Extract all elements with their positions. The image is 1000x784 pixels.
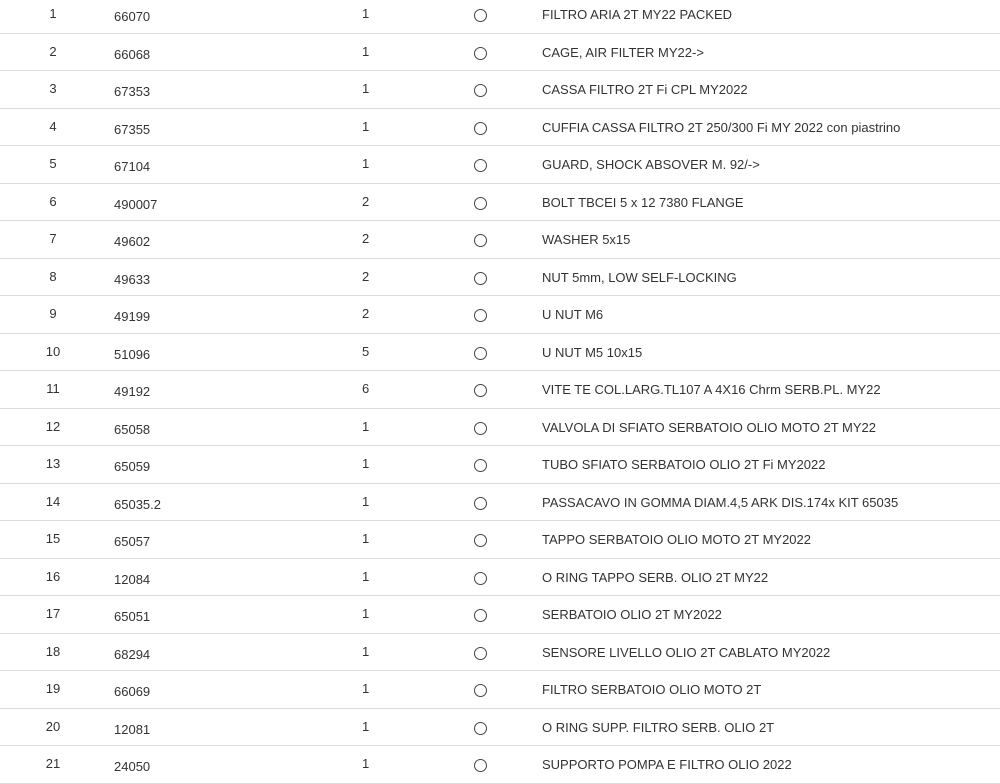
part-description: TAPPO SERBATOIO OLIO MOTO 2T MY2022	[542, 532, 811, 547]
quantity: 1	[362, 606, 370, 621]
part-code: 49602	[114, 234, 151, 249]
select-radio[interactable]	[474, 9, 487, 22]
select-radio[interactable]	[474, 159, 487, 172]
table-row	[0, 296, 1000, 334]
part-description: FILTRO SERBATOIO OLIO MOTO 2T	[542, 682, 762, 697]
part-code: 67104	[114, 159, 151, 174]
quantity: 1	[362, 756, 370, 771]
quantity: 1	[362, 418, 370, 434]
table-row	[0, 0, 1000, 34]
part-code: 67355	[114, 121, 151, 137]
position-number: 12	[45, 418, 61, 434]
part-code: 65059	[114, 459, 151, 474]
quantity: 1	[362, 643, 370, 659]
part-description: VITE TE COL.LARG.TL107 A 4X16 Chrm SERB.PL. MY22	[542, 382, 881, 397]
part-description: VALVOLA DI SFIATO SERBATOIO OLIO MOTO 2T MY22	[542, 419, 877, 435]
table-row	[0, 221, 1000, 259]
position-number: 9	[49, 306, 57, 321]
part-description: BOLT TBCEI 5 x 12 7380 FLANGE	[542, 194, 744, 210]
position-number: 13	[45, 456, 61, 471]
table-row	[0, 34, 1000, 72]
table-row	[0, 109, 1000, 147]
position-number: 1	[49, 6, 57, 21]
position-number: 18	[45, 643, 61, 659]
table-row	[0, 409, 1000, 447]
select-radio[interactable]	[474, 572, 487, 585]
quantity: 5	[362, 343, 370, 359]
position-number: 5	[49, 156, 57, 171]
position-number: 8	[49, 268, 57, 284]
position-number: 16	[45, 568, 61, 584]
part-code: 65058	[114, 421, 151, 437]
part-description: SUPPORTO POMPA E FILTRO OLIO 2022	[542, 757, 792, 772]
quantity: 2	[362, 268, 370, 284]
part-code: 65035.2	[114, 496, 161, 512]
table-row	[0, 259, 1000, 297]
table-row	[0, 446, 1000, 484]
table-row	[0, 71, 1000, 109]
part-code: 12081	[114, 721, 151, 737]
part-description: SENSORE LIVELLO OLIO 2T CABLATO MY2022	[542, 644, 831, 660]
part-description: PASSACAVO IN GOMMA DIAM.4,5 ARK DIS.174x KIT 65035	[542, 494, 899, 510]
select-radio[interactable]	[474, 759, 487, 772]
part-description: FILTRO ARIA 2T MY22 PACKED	[542, 7, 733, 22]
select-radio[interactable]	[474, 497, 487, 510]
part-description: GUARD, SHOCK ABSOVER M. 92/->	[542, 157, 760, 172]
quantity: 1	[362, 43, 370, 59]
select-radio[interactable]	[474, 384, 487, 397]
position-number: 14	[45, 493, 61, 509]
quantity: 1	[362, 456, 370, 471]
position-number: 3	[49, 81, 57, 96]
part-description: CAGE, AIR FILTER MY22->	[542, 44, 704, 60]
select-radio[interactable]	[474, 347, 487, 360]
select-radio[interactable]	[474, 609, 487, 622]
select-radio[interactable]	[474, 422, 487, 435]
table-row	[0, 521, 1000, 559]
quantity: 1	[362, 6, 370, 21]
select-radio[interactable]	[474, 197, 487, 210]
table-row	[0, 146, 1000, 184]
table-row	[0, 484, 1000, 522]
part-code: 490007	[114, 196, 158, 212]
table-row	[0, 371, 1000, 409]
position-number: 10	[45, 343, 61, 359]
position-number: 17	[45, 606, 61, 621]
part-description: U NUT M6	[542, 307, 604, 322]
part-code: 49199	[114, 309, 151, 324]
part-code: 49633	[114, 271, 151, 287]
position-number: 21	[45, 756, 61, 771]
position-number: 11	[46, 381, 60, 396]
quantity: 6	[362, 381, 370, 396]
part-description: SERBATOIO OLIO 2T MY2022	[542, 607, 722, 622]
position-number: 2	[49, 43, 57, 59]
select-radio[interactable]	[474, 84, 487, 97]
position-number: 4	[49, 118, 57, 134]
quantity: 1	[362, 718, 370, 734]
select-radio[interactable]	[474, 309, 487, 322]
part-code: 66068	[114, 46, 151, 62]
select-radio[interactable]	[474, 684, 487, 697]
position-number: 19	[45, 681, 61, 696]
part-code: 65051	[114, 609, 151, 624]
quantity: 2	[362, 193, 370, 209]
quantity: 1	[362, 681, 370, 696]
select-radio[interactable]	[474, 234, 487, 247]
part-code: 49192	[114, 384, 151, 399]
part-code: 66070	[114, 9, 151, 24]
select-radio[interactable]	[474, 459, 487, 472]
table-row	[0, 634, 1000, 672]
table-row	[0, 671, 1000, 709]
quantity: 1	[362, 118, 370, 134]
part-code: 65057	[114, 534, 151, 549]
quantity: 1	[362, 493, 370, 509]
part-code: 24050	[114, 759, 151, 774]
part-code: 67353	[114, 84, 151, 99]
quantity: 2	[362, 231, 370, 246]
part-code: 66069	[114, 684, 151, 699]
part-description: U NUT M5 10x15	[542, 344, 643, 360]
part-description: CASSA FILTRO 2T Fi CPL MY2022	[542, 82, 748, 97]
select-radio[interactable]	[474, 647, 487, 660]
select-radio[interactable]	[474, 272, 487, 285]
select-radio[interactable]	[474, 722, 487, 735]
select-radio[interactable]	[474, 122, 487, 135]
table-row	[0, 184, 1000, 222]
part-description: WASHER 5x15	[542, 232, 631, 247]
part-description: TUBO SFIATO SERBATOIO OLIO 2T Fi MY2022	[542, 457, 826, 472]
quantity: 2	[362, 306, 370, 321]
select-radio[interactable]	[474, 534, 487, 547]
table-row	[0, 709, 1000, 747]
table-row	[0, 746, 1000, 784]
part-description: NUT 5mm, LOW SELF-LOCKING	[542, 269, 737, 285]
table-row	[0, 559, 1000, 597]
quantity: 1	[362, 81, 370, 96]
select-radio[interactable]	[474, 47, 487, 60]
position-number: 20	[45, 718, 61, 734]
quantity: 1	[362, 156, 370, 171]
table-row	[0, 334, 1000, 372]
part-code: 12084	[114, 571, 151, 587]
part-description: O RING TAPPO SERB. OLIO 2T MY22	[542, 569, 769, 585]
table-row	[0, 596, 1000, 634]
part-description: CUFFIA CASSA FILTRO 2T 250/300 Fi MY 2022 con piastrino	[542, 119, 901, 135]
part-code: 68294	[114, 646, 151, 662]
part-description: O RING SUPP. FILTRO SERB. OLIO 2T	[542, 719, 775, 735]
quantity: 1	[362, 531, 370, 546]
position-number: 15	[45, 531, 61, 546]
part-code: 51096	[114, 346, 151, 362]
quantity: 1	[362, 568, 370, 584]
position-number: 6	[49, 193, 57, 209]
position-number: 7	[49, 231, 57, 246]
